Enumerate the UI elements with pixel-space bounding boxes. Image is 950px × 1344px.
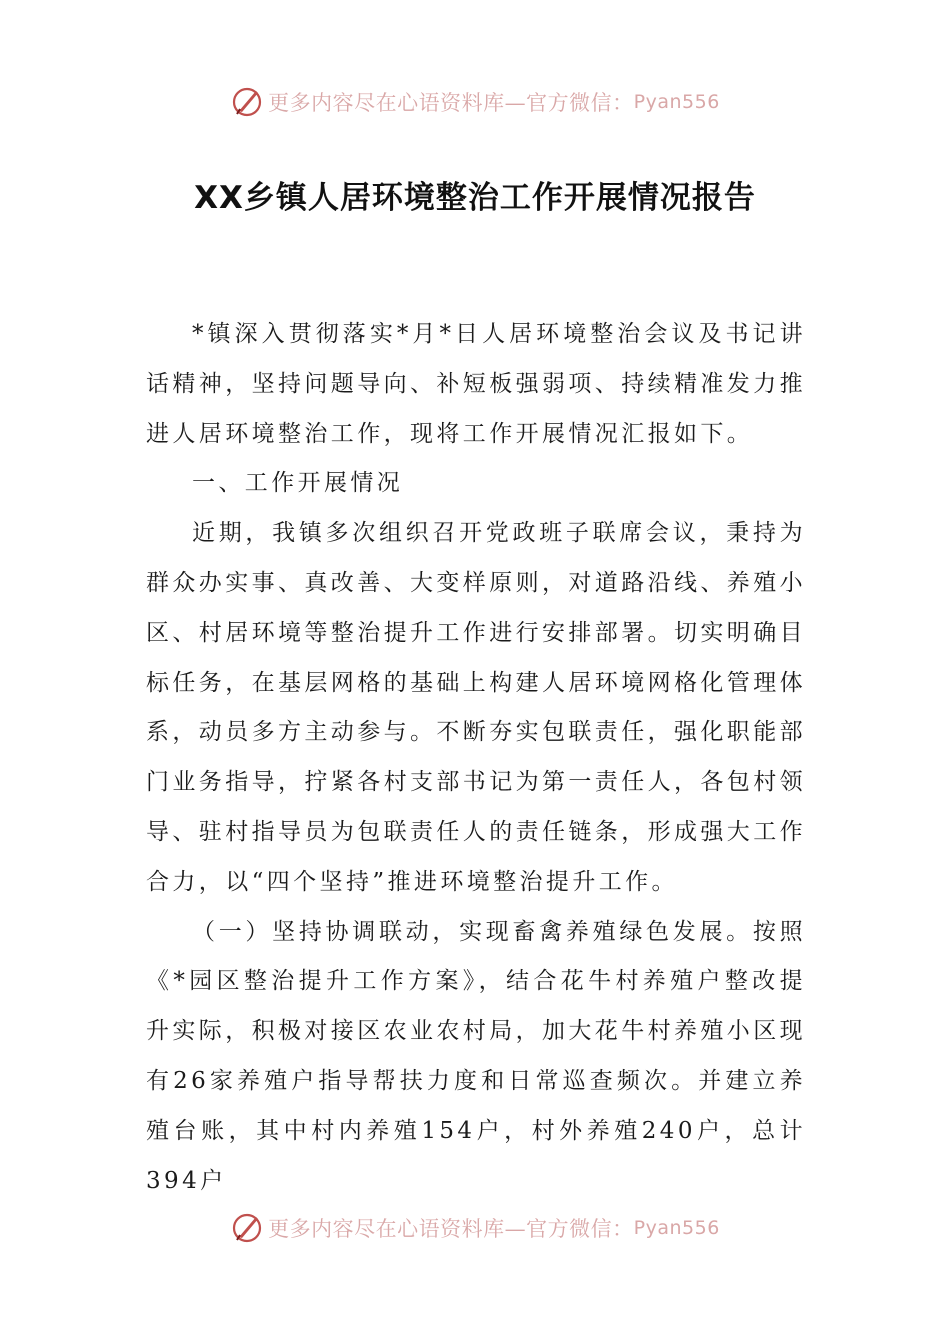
watermark-footer (0, 1208, 950, 1248)
document-body (146, 310, 806, 1206)
section-heading: 一、工作开展情况 (192, 470, 404, 497)
watermark-text: 更多内容尽在心语资料库—官方微信： (268, 91, 634, 115)
quill-circle-logo-icon (230, 1211, 264, 1245)
paragraph-subsection-1: （一）坚持协调联动，实现畜禽养殖绿色发展。按照《*园区整治提升工作方案》，结合花牛村养殖户整改提升实际，积极对接区农业农村局，加大花牛村养殖小区现有26家养殖户指导帮扶力度和日常巡查频次。并建立养殖台账，其中村内养殖154户，村外养殖240户，总计394户 (146, 918, 806, 1194)
watermark-wechat-id: Pyan556 (633, 1217, 720, 1239)
quill-circle-logo-icon (230, 85, 264, 119)
paragraph-intro: *镇深入贯彻落实*月*日人居环境整治会议及书记讲话精神，坚持问题导向、补短板强弱项、持续精准发力推进人居环境整治工作，现将工作开展情况汇报如下。 (146, 321, 806, 447)
watermark-wechat-id: Pyan556 (633, 91, 720, 113)
document-title: XX乡镇人居环境整治工作开展情况报告 (194, 180, 756, 216)
paragraph-work-progress: 近期，我镇多次组织召开党政班子联席会议，秉持为群众办实事、真改善、大变样原则，对道路沿线、养殖小区、村居环境等整治提升工作进行安排部署。切实明确目标任务，在基层网格的基础上构建人居环境网格化管理体系，动员多方主动参与。不断夯实包联责任，强化职能部门业务指导，拧紧各村支部书记为第一责任人，各包村领导、驻村指导员为包联责任人的责任链条，形成强大工作合力，以“四个坚持”推进环境整治提升工作。 (146, 520, 806, 895)
watermark-text: 更多内容尽在心语资料库—官方微信： (268, 1217, 634, 1241)
watermark-header (0, 82, 950, 122)
